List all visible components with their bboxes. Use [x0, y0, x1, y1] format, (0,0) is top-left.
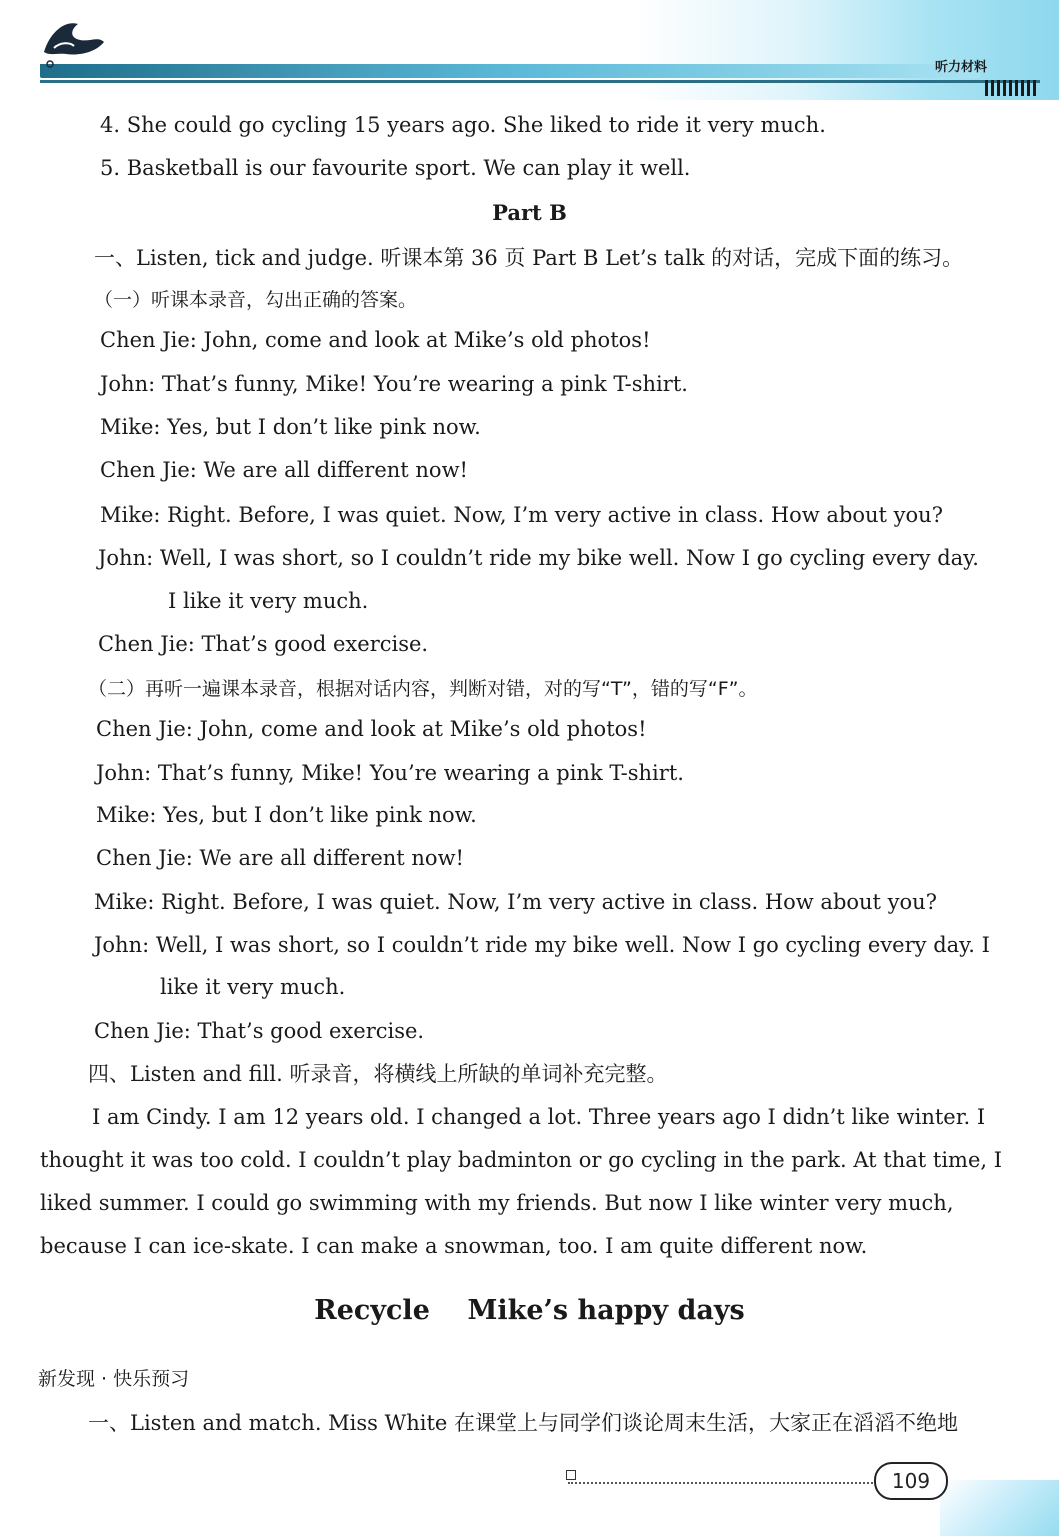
instruction-line: 一、Listen and match. Miss White 在课堂上与同学们谈论周末生活，大家正在滔滔不绝地 — [88, 1411, 958, 1435]
text-line: 5. Basketball is our favourite sport. We can play it well. — [100, 156, 691, 180]
dialogue-line: I like it very much. — [168, 589, 369, 613]
section-label: 听力材料 — [934, 60, 987, 75]
cloud-logo-icon — [40, 12, 110, 72]
dialogue-line: Mike: Yes, but I don’t like pink now. — [96, 803, 477, 827]
dialogue-line: John: Well, I was short, so I couldn’t ride my bike well. Now I go cycling every day. I — [94, 933, 990, 957]
page-number: 109 — [874, 1462, 948, 1500]
unit-title: Recycle Mike’s happy days — [314, 1295, 745, 1326]
instruction-line: 一、Listen, tick and judge. 听课本第 36 页 Part B Let’s talk 的对话，完成下面的练习。 — [94, 246, 964, 270]
dialogue-line: John: That’s funny, Mike! You’re wearing a pink T-shirt. — [100, 372, 688, 396]
passage-line: thought it was too cold. I couldn’t play badminton or go cycling in the park. At that time, I — [40, 1148, 1003, 1172]
passage-line: liked summer. I could go swimming with my friends. But now I like winter very much, — [40, 1191, 954, 1215]
header-band — [0, 0, 1059, 100]
barcode-decoration — [985, 80, 1039, 96]
dialogue-line: like it very much. — [160, 975, 346, 999]
dialogue-line: Mike: Right. Before, I was quiet. Now, I’m very active in class. How about you? — [94, 890, 937, 914]
dialogue-line: Chen Jie: That’s good exercise. — [94, 1019, 425, 1043]
header-rule-thin — [40, 80, 1040, 83]
dialogue-line: John: Well, I was short, so I couldn’t ride my bike well. Now I go cycling every day. — [98, 546, 979, 570]
dialogue-line: Chen Jie: That’s good exercise. — [98, 632, 429, 656]
passage-line: because I can ice-skate. I can make a snowman, too. I am quite different now. — [40, 1234, 868, 1258]
dialogue-line: Chen Jie: John, come and look at Mike’s old photos! — [100, 328, 651, 352]
subsection-heading: 新发现 · 快乐预习 — [38, 1368, 190, 1390]
instruction-line: 四、Listen and fill. 听录音，将横线上所缺的单词补充完整。 — [88, 1062, 668, 1086]
dialogue-line: Chen Jie: We are all different now! — [100, 458, 468, 482]
dialogue-line: Chen Jie: John, come and look at Mike’s old photos! — [96, 717, 647, 741]
footer-dotted-rule — [568, 1476, 873, 1484]
dialogue-line: Mike: Yes, but I don’t like pink now. — [100, 415, 481, 439]
dialogue-line: Mike: Right. Before, I was quiet. Now, I’m very active in class. How about you? — [100, 503, 943, 527]
instruction-line: （一）听课本录音，勾出正确的答案。 — [94, 289, 418, 311]
header-rule — [40, 64, 980, 78]
footer-corner-band — [940, 1480, 1059, 1536]
dialogue-line: Chen Jie: We are all different now! — [96, 846, 464, 870]
instruction-line: （二）再听一遍课本录音，根据对话内容，判断对错，对的写“T”，错的写“F”。 — [88, 678, 758, 700]
section-heading: Part B — [492, 200, 567, 225]
passage-line: I am Cindy. I am 12 years old. I changed a lot. Three years ago I didn’t like winter. I — [92, 1105, 986, 1129]
text-line: 4. She could go cycling 15 years ago. She liked to ride it very much. — [100, 113, 826, 137]
dialogue-line: John: That’s funny, Mike! You’re wearing a pink T-shirt. — [96, 761, 684, 785]
